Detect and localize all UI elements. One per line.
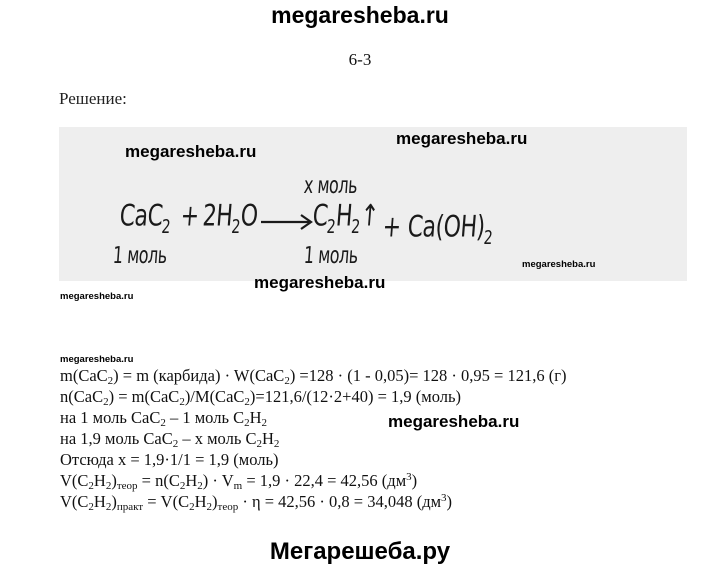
watermark-mid-left[interactable]: megaresheba.ru	[125, 142, 257, 161]
watermark-solution-right[interactable]: megaresheba.ru	[388, 412, 520, 431]
solution-line-2: n(CaC$_2$) = m(CaC$_2$)/M(CaC$_2$)=121,6/(12·2+40) = 1,9 (моль)	[60, 387, 461, 408]
solution-line-6: $V(C_2H_2)_{теор} = n(C_2H_2) \cdot V_m = 1,9 \cdot 22,4 = 42,56$ $(дм^3)$	[60, 471, 418, 492]
solution-heading: Решение:	[59, 89, 127, 108]
plus-sign-2: +	[381, 211, 402, 245]
watermark-top-right[interactable]: megaresheba.ru	[396, 129, 528, 148]
site-header-watermark[interactable]: megaresheba.ru	[271, 2, 449, 28]
footer-watermark[interactable]: Мегарешеба.ру	[269, 538, 451, 565]
solution-text	[60, 365, 566, 512]
watermark-small-left[interactable]: megaresheba.ru	[60, 291, 134, 302]
reactant-cac2: CaC$_2$	[118, 200, 171, 239]
reaction-arrow-icon	[259, 213, 315, 231]
product-caoh2: $Ca(OH)_2$	[406, 211, 493, 250]
mol-label-1: 1 моль	[112, 241, 168, 269]
x-mol-label: х моль	[303, 171, 359, 199]
mol-label-2: 1 моль	[303, 241, 359, 269]
solution-line-1: m(CaC$_2$) = m (карбида) · W(CaC$_2$) =128 · (1 - 0,05)= 128 · 0,95 = 121,6 (г)	[60, 366, 567, 387]
solution-line-7: $V(C_2H_2)_{практ} = V(C_2H_2)_{теор} \cdot \eta = 42,56 \cdot 0,8 = 34,048$ $(дм^3)$	[60, 492, 453, 513]
reactant-water: $2H_2O$	[201, 200, 259, 239]
solution-line-5: Отсюда x = 1,9·1/1 = 1,9 (моль)	[60, 450, 279, 469]
page-number: 6-3	[348, 50, 372, 69]
plus-sign: +	[179, 200, 200, 234]
watermark-center[interactable]: megaresheba.ru	[254, 273, 386, 292]
solution-line-3: на 1 моль CaC$_2$ – 1 моль $C_2H_2$	[60, 408, 268, 429]
product-c2h2: $C_2H_2↑$	[311, 200, 380, 239]
watermark-small-solution[interactable]: megaresheba.ru	[60, 354, 134, 365]
watermark-small-right[interactable]: megaresheba.ru	[522, 259, 596, 270]
solution-line-4: на 1,9 моль CaC$_2$ – x моль $C_2H_2$	[60, 429, 280, 450]
